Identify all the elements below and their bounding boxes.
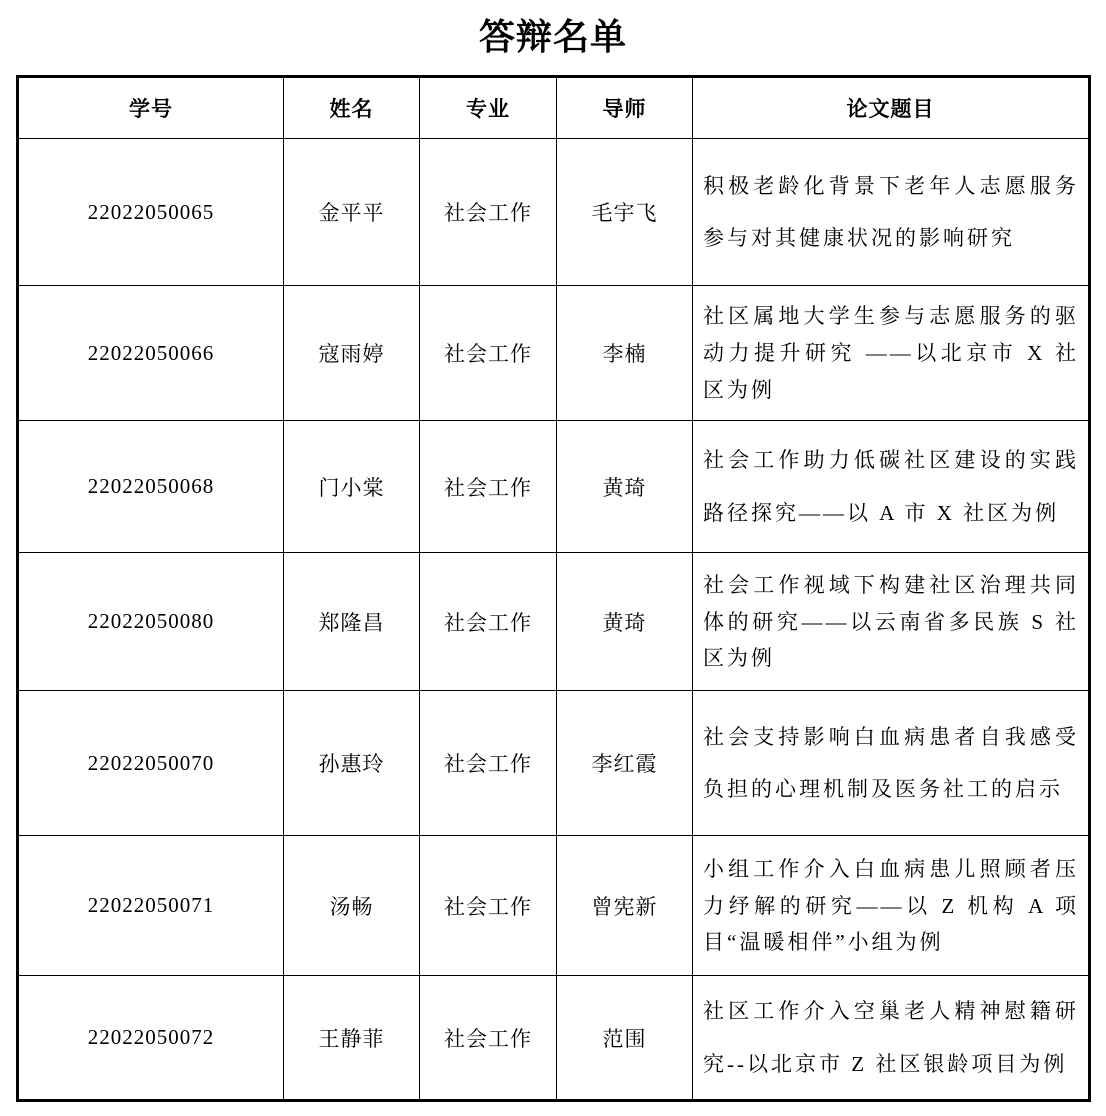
cell-name: 寇雨婷 bbox=[284, 286, 420, 421]
cell-advisor: 黄琦 bbox=[557, 421, 693, 553]
cell-major: 社会工作 bbox=[420, 139, 557, 286]
cell-student-id: 22022050070 bbox=[18, 691, 284, 836]
cell-major: 社会工作 bbox=[420, 976, 557, 1101]
cell-student-id: 22022050068 bbox=[18, 421, 284, 553]
cell-thesis-title: 社会支持影响白血病患者自我感受负担的心理机制及医务社工的启示 bbox=[693, 691, 1090, 836]
header-row bbox=[18, 77, 1090, 139]
cell-thesis-title: 社会工作视域下构建社区治理共同体的研究——以云南省多民族 S 社区为例 bbox=[693, 553, 1090, 691]
cell-student-id: 22022050080 bbox=[18, 553, 284, 691]
cell-name: 汤畅 bbox=[284, 836, 420, 976]
cell-student-id: 22022050072 bbox=[18, 976, 284, 1101]
table-row bbox=[18, 421, 1090, 553]
cell-thesis-title: 社会工作助力低碳社区建设的实践路径探究——以 A 市 X 社区为例 bbox=[693, 421, 1090, 553]
cell-major: 社会工作 bbox=[420, 691, 557, 836]
cell-student-id: 22022050071 bbox=[18, 836, 284, 976]
cell-advisor: 毛宇飞 bbox=[557, 139, 693, 286]
cell-major: 社会工作 bbox=[420, 286, 557, 421]
col-header-thesis-title: 论文题目 bbox=[693, 77, 1090, 139]
cell-advisor: 李楠 bbox=[557, 286, 693, 421]
col-header-major: 专业 bbox=[420, 77, 557, 139]
cell-thesis-title: 积极老龄化背景下老年人志愿服务参与对其健康状况的影响研究 bbox=[693, 139, 1090, 286]
table-row bbox=[18, 139, 1090, 286]
cell-major: 社会工作 bbox=[420, 836, 557, 976]
table-row bbox=[18, 553, 1090, 691]
cell-name: 王静菲 bbox=[284, 976, 420, 1101]
col-header-advisor: 导师 bbox=[557, 77, 693, 139]
cell-advisor: 黄琦 bbox=[557, 553, 693, 691]
cell-advisor: 范围 bbox=[557, 976, 693, 1101]
cell-name: 孙惠玲 bbox=[284, 691, 420, 836]
cell-advisor: 李红霞 bbox=[557, 691, 693, 836]
col-header-name: 姓名 bbox=[284, 77, 420, 139]
table-row bbox=[18, 286, 1090, 421]
cell-major: 社会工作 bbox=[420, 421, 557, 553]
cell-name: 金平平 bbox=[284, 139, 420, 286]
cell-name: 郑隆昌 bbox=[284, 553, 420, 691]
cell-thesis-title: 小组工作介入白血病患儿照顾者压力纾解的研究——以 Z 机构 A 项目“温暖相伴”小组为例 bbox=[693, 836, 1090, 976]
table-row bbox=[18, 836, 1090, 976]
cell-advisor: 曾宪新 bbox=[557, 836, 693, 976]
defense-list-table bbox=[16, 75, 1091, 1102]
cell-student-id: 22022050065 bbox=[18, 139, 284, 286]
table-row bbox=[18, 691, 1090, 836]
page-title: 答辩名单 bbox=[478, 17, 627, 57]
table-row bbox=[18, 976, 1090, 1101]
cell-name: 门小棠 bbox=[284, 421, 420, 553]
cell-thesis-title: 社区工作介入空巢老人精神慰籍研究--以北京市 Z 社区银龄项目为例 bbox=[693, 976, 1090, 1101]
cell-major: 社会工作 bbox=[420, 553, 557, 691]
col-header-student-id: 学号 bbox=[18, 77, 284, 139]
cell-student-id: 22022050066 bbox=[18, 286, 284, 421]
cell-thesis-title: 社区属地大学生参与志愿服务的驱动力提升研究 ——以北京市 X 社区为例 bbox=[693, 286, 1090, 421]
